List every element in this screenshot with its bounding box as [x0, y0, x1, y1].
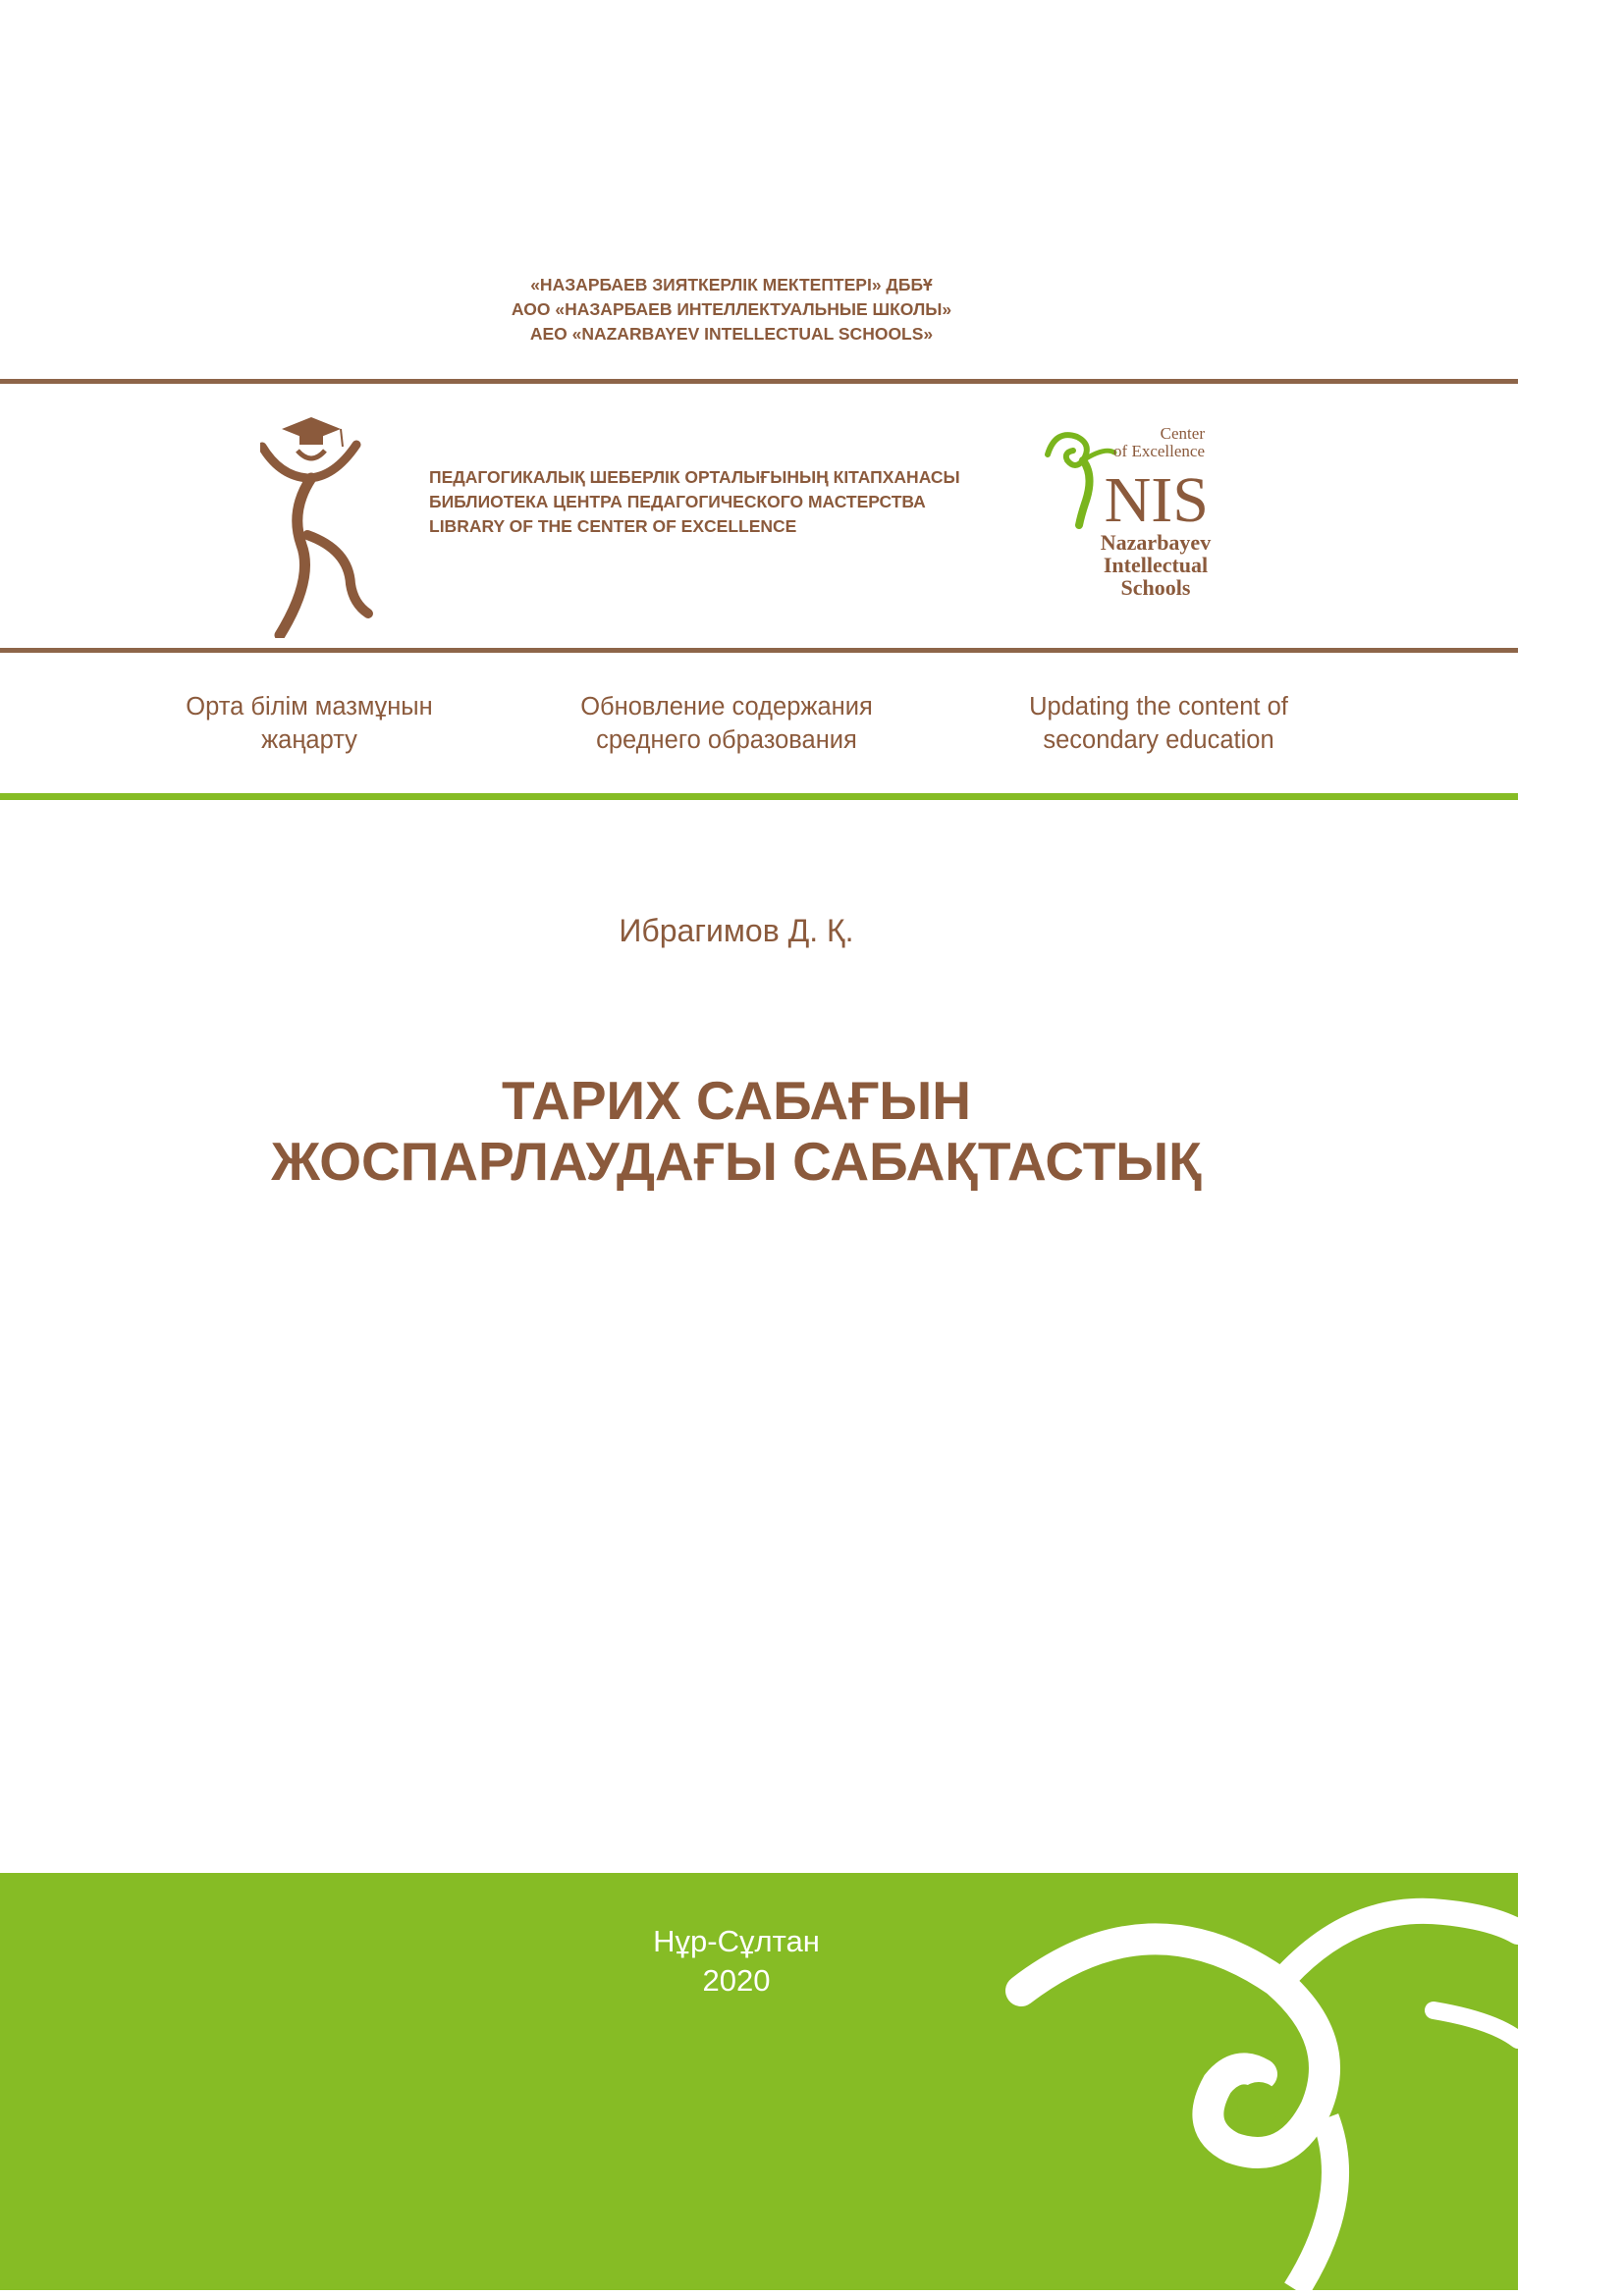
book-title	[0, 1070, 1473, 1192]
series-english-line1: Updating the content of	[1029, 693, 1288, 721]
series-title-kazakh	[103, 690, 515, 757]
nis-center-of-excellence-logo	[1036, 417, 1232, 614]
series-title-english	[952, 690, 1365, 757]
divider-middle	[0, 648, 1518, 653]
library-title-block	[429, 465, 960, 539]
publication-info	[0, 1922, 1473, 2001]
series-title-russian	[520, 690, 933, 757]
org-name-russian: АОО «НАЗАРБАЕВ ИНТЕЛЛЕКТУАЛЬНЫЕ ШКОЛЫ»	[511, 299, 952, 319]
series-kazakh-line1: Орта білім мазмұнын	[186, 693, 433, 721]
logo-nis-text: NIS	[1104, 464, 1209, 536]
library-name-kazakh: ПЕДАГОГИКАЛЫҚ ШЕБЕРЛІК ОРТАЛЫҒЫНЫҢ КІТАПХАНАСЫ	[429, 467, 960, 487]
book-title-line1: ТАРИХ САБАҒЫН	[501, 1070, 971, 1131]
logo-schools-text: Schools	[1120, 575, 1191, 600]
publication-year: 2020	[702, 1963, 771, 1998]
logo-center-text: Center	[1160, 424, 1205, 443]
series-russian-line1: Обновление содержания	[580, 693, 873, 721]
org-name-kazakh: «НАЗАРБАЕВ ЗИЯТКЕРЛІК МЕКТЕПТЕРІ» ДББҰ	[530, 275, 933, 294]
org-name-english: AEO «NAZARBAYEV INTELLECTUAL SCHOOLS»	[529, 324, 934, 344]
logo-nazarbayev-text: Nazarbayev	[1100, 530, 1212, 555]
divider-green	[0, 793, 1518, 800]
author-name: Ибрагимов Д. Қ.	[619, 913, 854, 948]
logo-excellence-text: of Excellence	[1113, 442, 1205, 460]
organization-header	[0, 273, 1463, 347]
series-kazakh-line2: жаңарту	[261, 726, 357, 754]
logo-intellectual-text: Intellectual	[1103, 553, 1209, 577]
library-name-english: LIBRARY OF THE CENTER OF EXCELLENCE	[429, 516, 797, 536]
book-title-line2: ЖОСПАРЛАУДАҒЫ САБАҚТАСТЫҚ	[271, 1131, 1202, 1192]
series-english-line2: secondary education	[1043, 726, 1274, 754]
library-name-russian: БИБЛИОТЕКА ЦЕНТРА ПЕДАГОГИЧЕСКОГО МАСТЕРСТВА	[429, 492, 926, 511]
series-russian-line2: среднего образования	[596, 726, 857, 754]
divider-top	[0, 379, 1518, 384]
graduate-figure-logo	[260, 417, 388, 638]
publication-city: Нұр-Сұлтан	[653, 1924, 820, 1958]
